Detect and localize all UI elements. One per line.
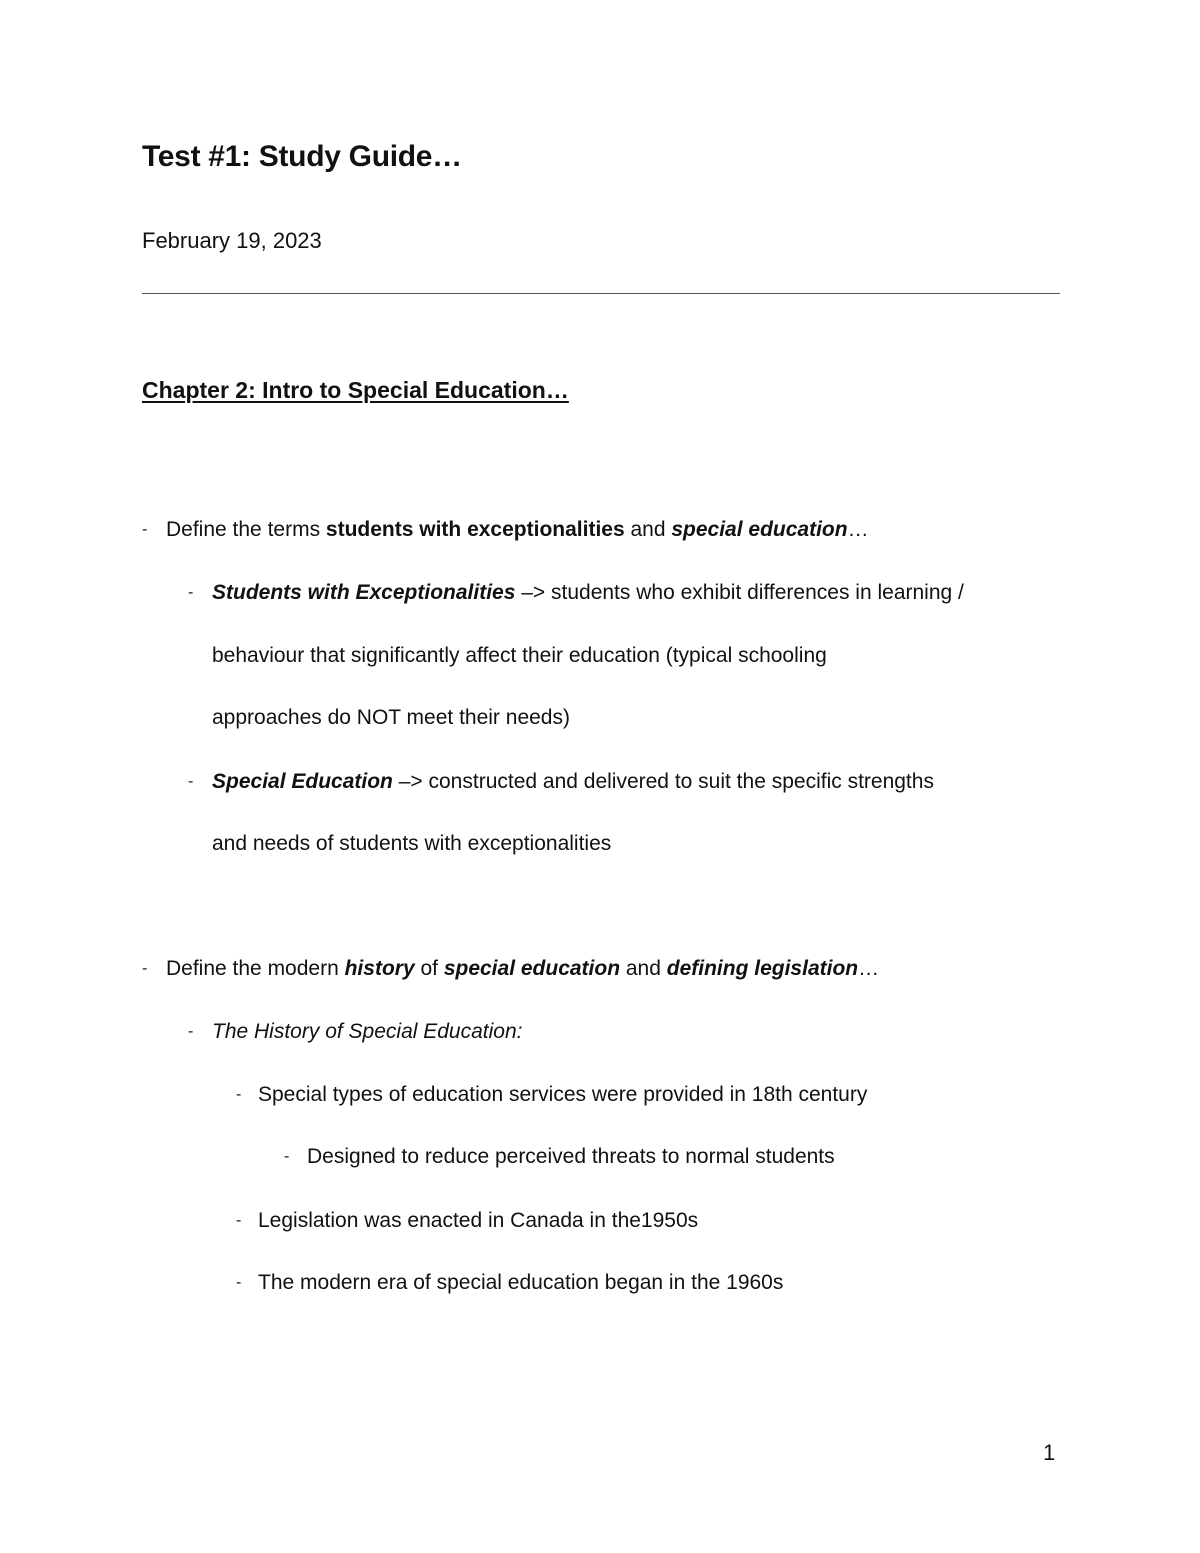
section1-mid: and: [624, 518, 672, 541]
horizontal-divider: [142, 293, 1060, 294]
bullet-dash: -: [236, 1274, 242, 1291]
definition-text: –> students who exhibit differences in learning /: [515, 581, 964, 604]
section1-lead: Define the terms: [166, 518, 326, 541]
term-special-education: Special Education: [212, 770, 393, 793]
bullet-dash: -: [188, 584, 194, 601]
section2-trail: …: [858, 957, 880, 980]
section2-term-history: history: [344, 957, 415, 980]
definition-exceptionalities-line2: behaviour that significantly affect their education (typical schooling: [212, 644, 827, 667]
bullet-dash: -: [284, 1148, 290, 1165]
bullet-dash: -: [236, 1212, 242, 1229]
document-title: Test #1: Study Guide…: [142, 140, 462, 173]
bullet-dash: -: [188, 773, 194, 790]
bullet-dash: -: [142, 521, 148, 538]
definition-text: –> constructed and delivered to suit the specific strengths: [392, 770, 934, 793]
section2-and: and: [620, 957, 667, 980]
section2-lead: Define the modern: [166, 957, 345, 980]
history-point-legislation: Legislation was enacted in Canada in the1950s: [258, 1209, 699, 1232]
section1-term2: special education: [671, 518, 848, 541]
history-subheading: The History of Special Education:: [212, 1020, 523, 1043]
definition-exceptionalities-line1: [212, 579, 964, 607]
section2-of: of: [414, 957, 444, 980]
definition-special-education-line1: [212, 768, 934, 796]
section1-trail: …: [847, 518, 869, 541]
history-point-18th-century: Special types of education services were provided in 18th century: [258, 1083, 868, 1106]
section2-question: [166, 955, 879, 983]
section2-term-special-education: special education: [443, 957, 621, 980]
section1-question: [166, 516, 869, 544]
bullet-dash: -: [142, 960, 148, 977]
page-number: 1: [1043, 1440, 1056, 1465]
history-subpoint-threats: Designed to reduce perceived threats to normal students: [307, 1145, 835, 1168]
bullet-dash: -: [236, 1086, 242, 1103]
history-point-modern-era: The modern era of special education began in the 1960s: [258, 1271, 784, 1294]
chapter-heading: Chapter 2: Intro to Special Education…: [142, 377, 569, 403]
definition-exceptionalities-line3: approaches do NOT meet their needs): [212, 706, 570, 729]
section1-term1: students with exceptionalities: [325, 518, 625, 541]
section2-term-legislation: defining legislation: [666, 957, 859, 980]
term-students-with-exceptionalities: Students with Exceptionalities: [212, 581, 516, 604]
bullet-dash: -: [188, 1023, 194, 1040]
definition-special-education-line2: and needs of students with exceptionalities: [212, 832, 612, 855]
document-date: February 19, 2023: [142, 228, 322, 253]
